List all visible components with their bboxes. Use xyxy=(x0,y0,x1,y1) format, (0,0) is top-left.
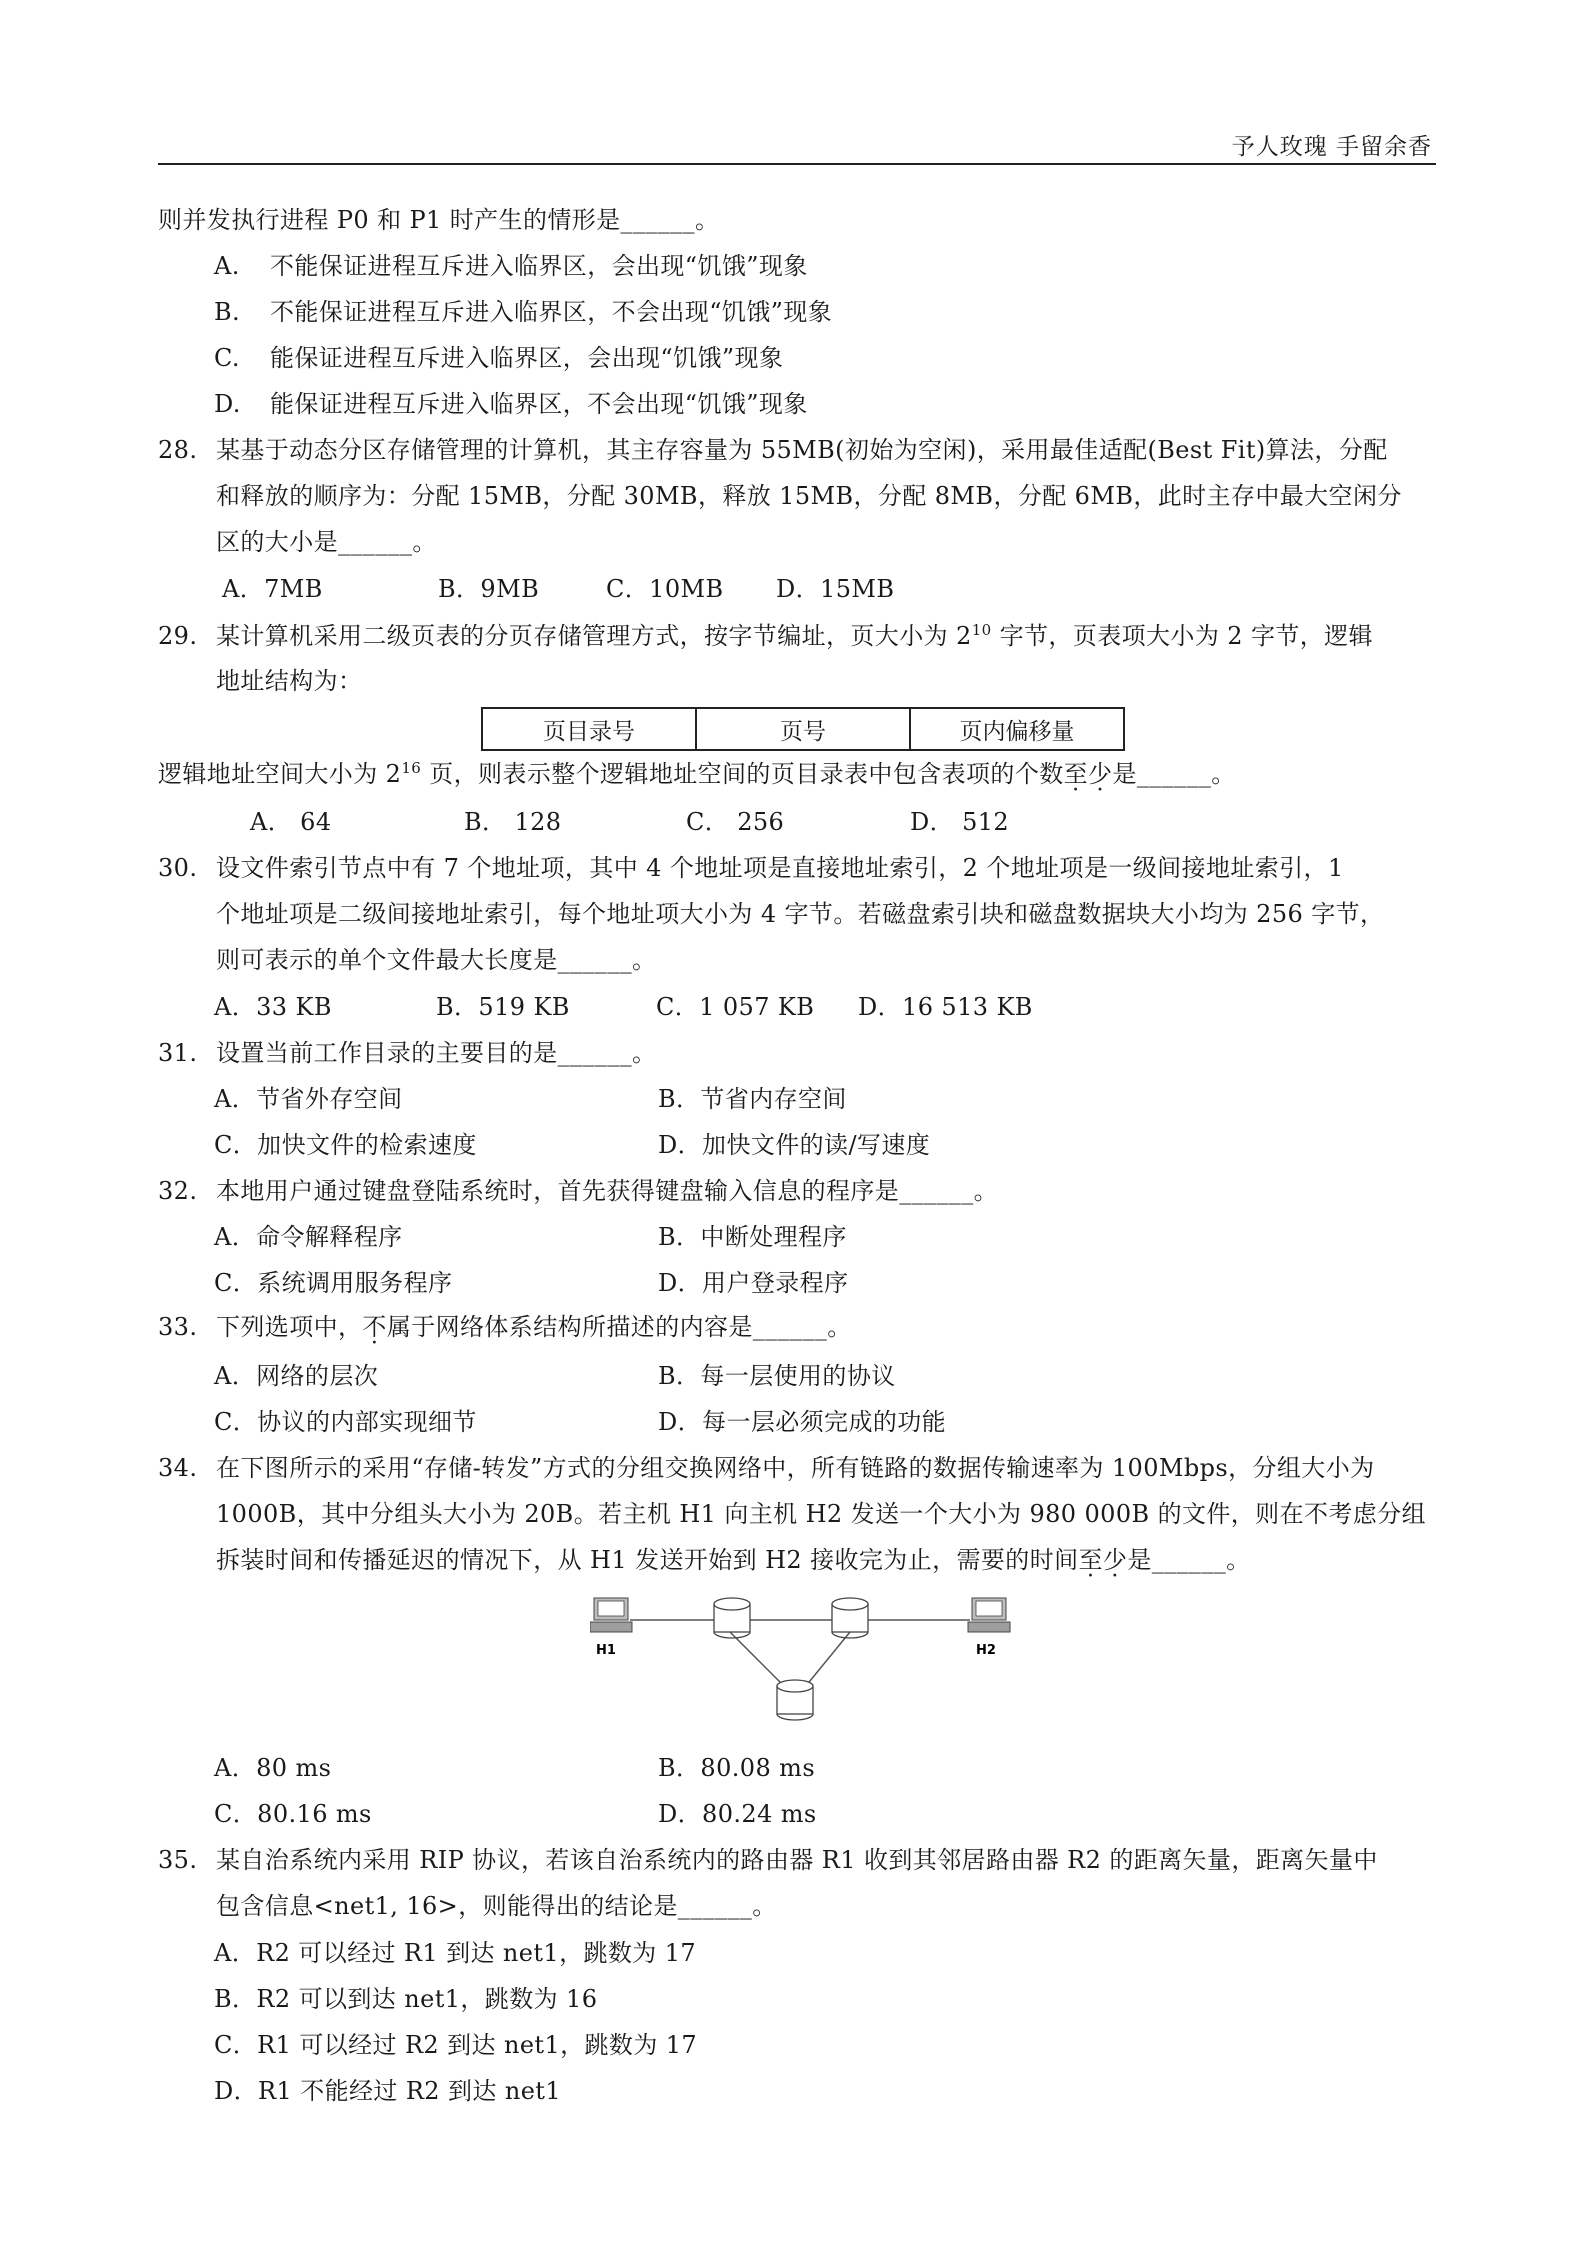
q29-option-b: B． 128 xyxy=(464,808,562,836)
q31-option-c: C．加快文件的检索速度 xyxy=(214,1131,477,1159)
q35-option-b: B．R2 可以到达 net1，跳数为 16 xyxy=(214,1985,598,2013)
router-cylinder-icon xyxy=(714,1598,750,1638)
q33-number: 33. xyxy=(158,1313,198,1341)
q29-number: 29. xyxy=(158,622,198,650)
header-divider xyxy=(158,163,1436,165)
q35-number: 35. xyxy=(158,1846,198,1874)
table-cell-page-number: 页号 xyxy=(696,708,910,750)
h2-label: H2 xyxy=(976,1643,996,1658)
q34-option-b: B．80.08 ms xyxy=(658,1754,816,1782)
q27-option-c: C. 能保证进程互斥进入临界区，会出现“饥饿”现象 xyxy=(214,344,784,372)
q30-line-2: 个地址项是二级间接地址索引，每个地址项大小为 4 字节。若磁盘索引块和磁盘数据块大小均为 256 字节， xyxy=(216,900,1385,928)
link-r1-r3 xyxy=(730,1632,785,1687)
q31-line-1: 31. 设置当前工作目录的主要目的是______。 xyxy=(158,1036,656,1070)
q28-option-b: B．9MB xyxy=(438,575,540,603)
q27-option-a: A. 不能保证进程互斥进入临界区，会出现“饥饿”现象 xyxy=(214,252,808,280)
q32-line-1: 32. 本地用户通过键盘登陆系统时，首先获得键盘输入信息的程序是______。 xyxy=(158,1174,998,1208)
q30-number: 30. xyxy=(158,854,198,882)
host-h1-icon xyxy=(590,1598,632,1632)
q32-option-a: A．命令解释程序 xyxy=(214,1223,403,1251)
q35-line-1: 35. 某自治系统内采用 RIP 协议，若该自治系统内的路由器 R1 收到其邻居路由器 R2 的距离矢量，距离矢量中 xyxy=(158,1843,1378,1877)
q32-option-d: D．用户登录程序 xyxy=(658,1269,849,1297)
router-cylinder-icon xyxy=(777,1680,813,1720)
q34-line-1: 34. 在下图所示的采用“存储-转发”方式的分组交换网络中，所有链路的数据传输速率为 100Mbps，分组大小为 xyxy=(158,1451,1375,1485)
q33-option-c: C．协议的内部实现细节 xyxy=(214,1408,477,1436)
q29-option-c: C． 256 xyxy=(686,808,785,836)
table-cell-page-offset: 页内偏移量 xyxy=(910,708,1124,750)
table-cell-page-directory: 页目录号 xyxy=(482,708,696,750)
q34-option-c: C．80.16 ms xyxy=(214,1800,372,1828)
host-h2-icon xyxy=(968,1598,1010,1632)
logical-address-structure-table xyxy=(481,707,1125,751)
q33-option-a: A．网络的层次 xyxy=(214,1362,379,1390)
q35-line-2: 包含信息<net1, 16>，则能得出的结论是______。 xyxy=(216,1892,777,1920)
q28-option-a: A．7MB xyxy=(222,575,323,603)
q33-line-1: 33. 下列选项中，不属于网络体系结构所描述的内容是______。 xyxy=(158,1310,852,1344)
q27-option-d: D. 能保证进程互斥进入临界区，不会出现“饥饿”现象 xyxy=(214,390,808,418)
q29-line-1: 29. 某计算机采用二级页表的分页存储管理方式，按字节编址，页大小为 $2^{10}$ 字节，页表项大小为 2 字节，逻辑 xyxy=(158,619,1373,653)
q30-option-a: A．33 KB xyxy=(214,993,332,1021)
q32-option-b: B．中断处理程序 xyxy=(658,1223,847,1251)
q34-option-a: A．80 ms xyxy=(214,1754,332,1782)
router-cylinder-icon xyxy=(832,1598,868,1638)
q28-option-d: D．15MB xyxy=(776,575,895,603)
q31-option-b: B．节省内存空间 xyxy=(658,1085,847,1113)
q27-option-b: B. 不能保证进程互斥进入临界区，不会出现“饥饿”现象 xyxy=(214,298,833,326)
q29-line-3: 逻辑地址空间大小为 $2^{16}$ 页，则表示整个逻辑地址空间的页目录表中包含表项的个数至少是______。 xyxy=(158,759,1236,788)
q33-option-b: B．每一层使用的协议 xyxy=(658,1362,896,1390)
q34-line-3: 拆装时间和传播延迟的情况下，从 H1 发送开始到 H2 接收完为止，需要的时间至少是______。 xyxy=(216,1546,1251,1574)
q28-line-2: 和释放的顺序为：分配 15MB，分配 30MB，释放 15MB，分配 8MB，分配 6MB，此时主存中最大空闲分 xyxy=(216,482,1402,510)
q34-number: 34. xyxy=(158,1454,198,1482)
q29-line-2: 地址结构为： xyxy=(216,667,363,695)
packet-switching-network-diagram xyxy=(590,1592,1030,1742)
link-r2-r3 xyxy=(805,1632,850,1687)
q27-stem: 则并发执行进程 P0 和 P1 时产生的情形是______。 xyxy=(158,206,720,234)
q30-line-3: 则可表示的单个文件最大长度是______。 xyxy=(216,946,657,974)
q31-option-a: A．节省外存空间 xyxy=(214,1085,403,1113)
q28-option-c: C．10MB xyxy=(606,575,724,603)
q31-number: 31. xyxy=(158,1039,198,1067)
q35-option-d: D．R1 不能经过 R2 到达 net1 xyxy=(214,2077,562,2105)
q32-option-c: C．系统调用服务程序 xyxy=(214,1269,453,1297)
q30-option-c: C．1 057 KB xyxy=(656,993,815,1021)
q32-number: 32. xyxy=(158,1177,198,1205)
q28-number: 28. xyxy=(158,436,198,464)
q33-option-d: D．每一层必须完成的功能 xyxy=(658,1408,947,1436)
q34-line-2: 1000B，其中分组头大小为 20B。若主机 H1 向主机 H2 发送一个大小为 980 000B 的文件，则在不考虑分组 xyxy=(216,1500,1426,1528)
q28-line-1: 28. 某基于动态分区存储管理的计算机，其主存容量为 55MB(初始为空闲)，采用最佳适配(Best Fit)算法，分配 xyxy=(158,433,1388,467)
page-header-title: 予人玫瑰 手留余香 xyxy=(1231,134,1432,160)
q34-option-d: D．80.24 ms xyxy=(658,1800,817,1828)
q30-option-d: D．16 513 KB xyxy=(858,993,1033,1021)
q30-option-b: B．519 KB xyxy=(436,993,570,1021)
q28-line-3: 区的大小是______。 xyxy=(216,528,437,556)
q35-option-c: C．R1 可以经过 R2 到达 net1，跳数为 17 xyxy=(214,2031,698,2059)
q35-option-a: A．R2 可以经过 R1 到达 net1，跳数为 17 xyxy=(214,1939,697,1967)
q30-line-1: 30. 设文件索引节点中有 7 个地址项，其中 4 个地址项是直接地址索引，2 个地址项是一级间接地址索引，1 xyxy=(158,851,1344,885)
q29-option-d: D． 512 xyxy=(910,808,1010,836)
q31-option-d: D．加快文件的读/写速度 xyxy=(658,1131,931,1159)
h1-label: H1 xyxy=(596,1643,616,1658)
q29-option-a: A． 64 xyxy=(250,808,332,836)
